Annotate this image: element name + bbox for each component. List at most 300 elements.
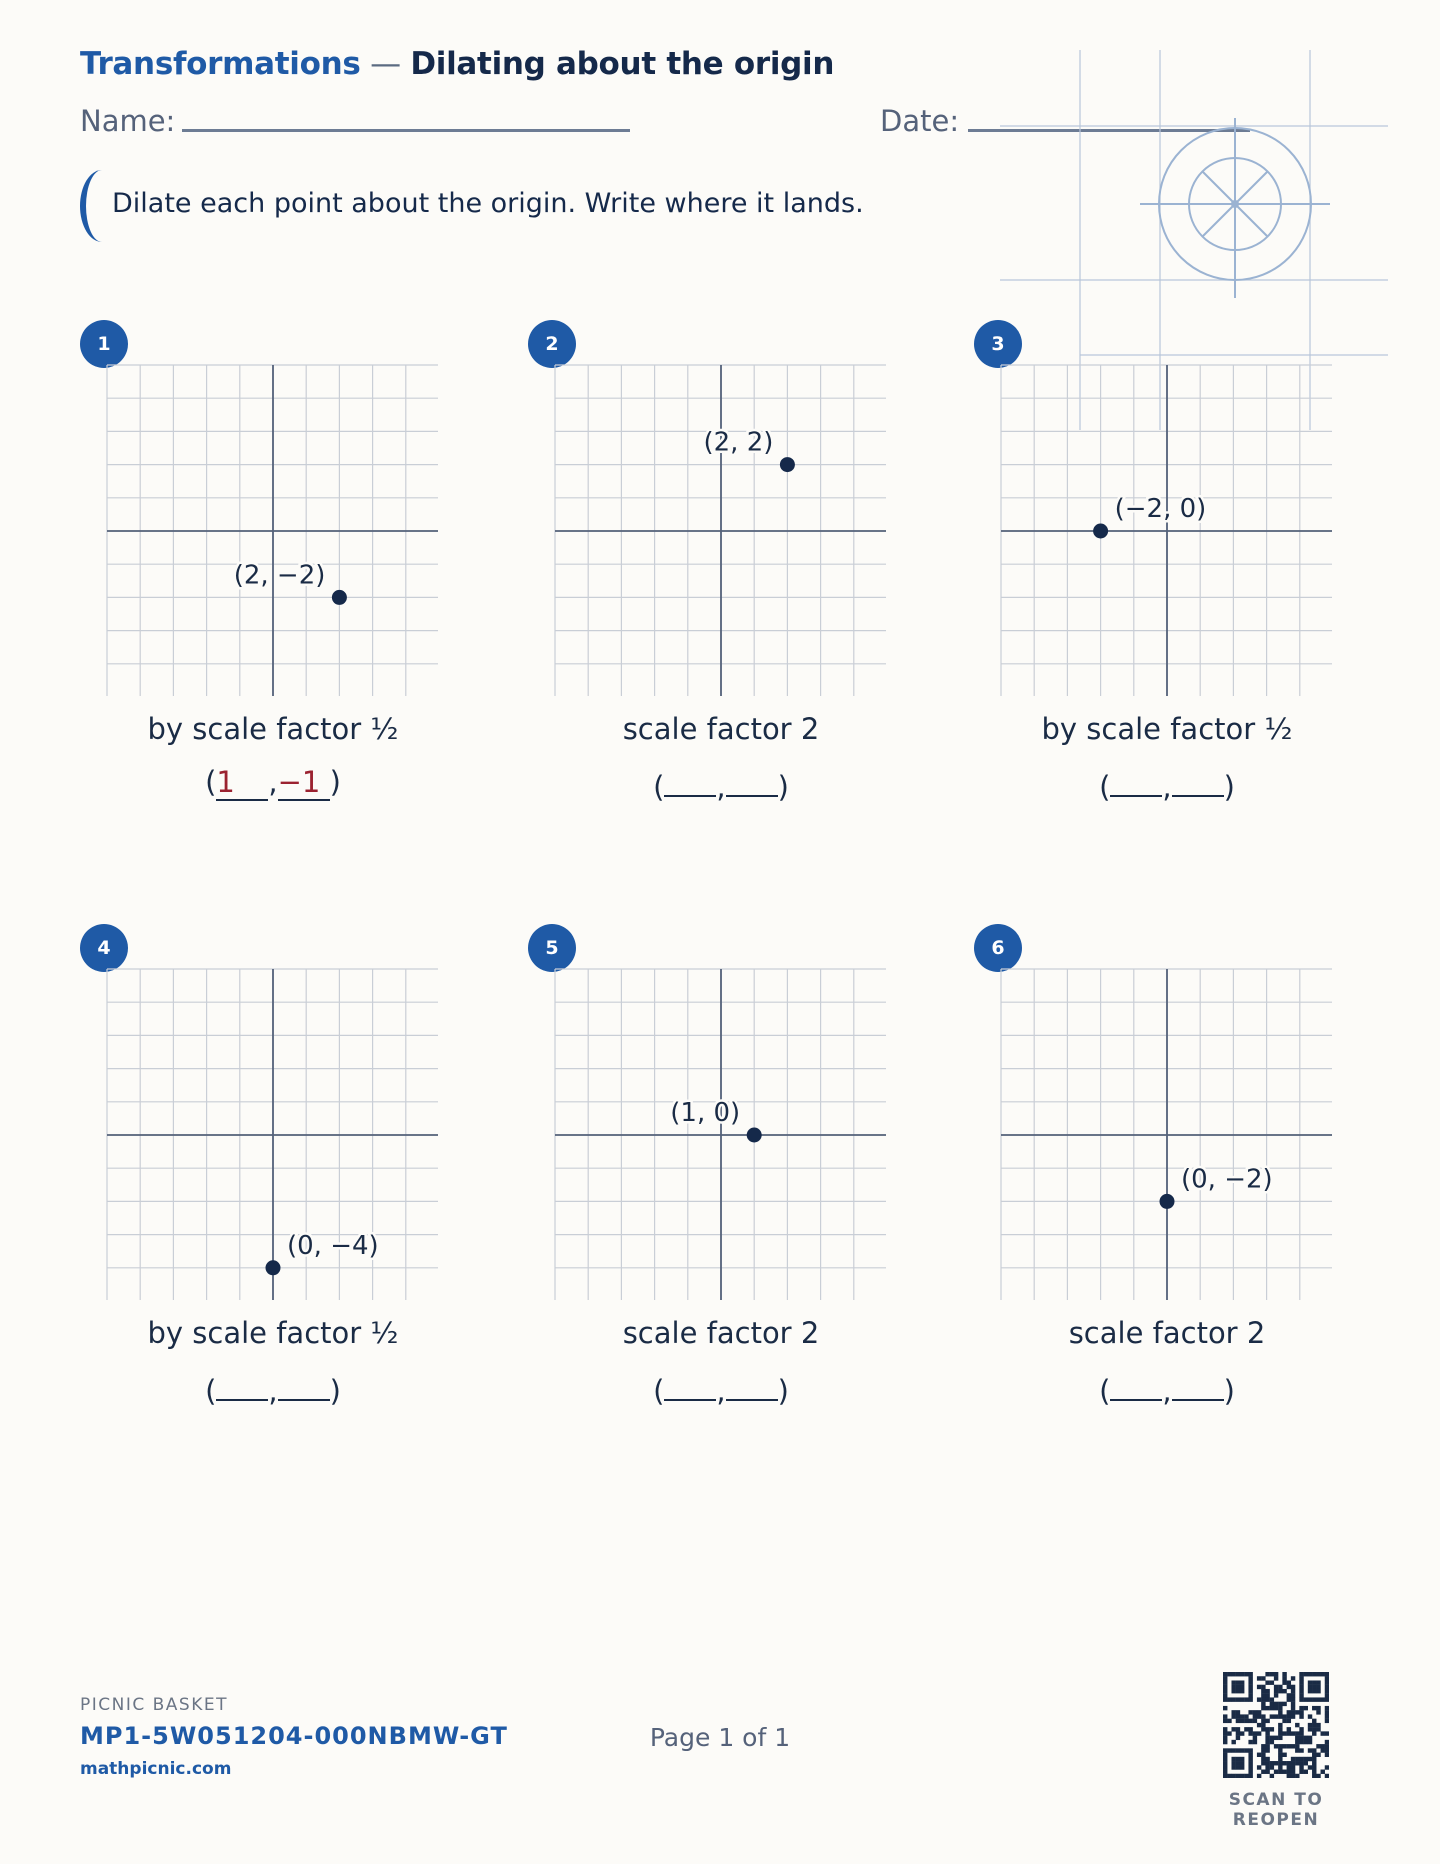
qr-module [1304,1757,1308,1761]
qr-module [1299,1757,1303,1761]
answer-y-field[interactable] [1172,765,1224,797]
qr-module [1295,1748,1299,1752]
coordinate-grid [106,968,438,1300]
qr-module [1236,1765,1240,1769]
qr-module [1299,1697,1303,1701]
qr-module [1304,1740,1308,1744]
qr-module [1295,1740,1299,1744]
qr-module [1227,1719,1231,1723]
qr-module [1223,1736,1227,1740]
qr-module [1312,1748,1316,1752]
name-label: Name: [80,104,176,138]
qr-module [1325,1689,1329,1693]
qr-module [1316,1723,1320,1727]
qr-module [1261,1757,1265,1761]
answer-x-field[interactable] [1110,1369,1162,1401]
problem-number-badge: 1 [80,320,128,368]
answer-coordinates [80,1369,466,1408]
qr-module [1282,1689,1286,1693]
qr-module [1265,1748,1269,1752]
qr-module [1248,1770,1252,1774]
coordinate-grid [106,364,438,696]
qr-module [1312,1761,1316,1765]
qr-module [1236,1736,1240,1740]
plotted-point [780,457,795,472]
scale-factor-caption: by scale factor ½ [147,712,399,746]
qr-module [1299,1770,1303,1774]
qr-module [1265,1757,1269,1761]
qr-module [1261,1744,1265,1748]
qr-module [1248,1757,1252,1761]
qr-module [1236,1719,1240,1723]
qr-module [1295,1757,1299,1761]
qr-module [1299,1731,1303,1735]
qr-module [1316,1710,1320,1714]
instruction-bracket [80,170,102,242]
qr-module [1236,1697,1240,1701]
qr-module [1278,1685,1282,1689]
qr-module [1257,1697,1261,1701]
qr-module [1261,1761,1265,1765]
open-paren: ( [1099,770,1111,804]
qr-module [1223,1719,1227,1723]
qr-module [1257,1753,1261,1757]
point-label: (0, −2) [1181,1164,1273,1195]
qr-module [1261,1719,1265,1723]
qr-module [1223,1765,1227,1769]
qr-module [1295,1710,1299,1714]
qr-module [1316,1672,1320,1676]
qr-module [1231,1727,1235,1731]
qr-module [1223,1680,1227,1684]
qr-module [1265,1736,1269,1740]
qr-module [1274,1744,1278,1748]
qr-module [1308,1765,1312,1769]
close-paren: ) [777,1374,789,1408]
qr-module [1257,1710,1261,1714]
qr-module [1291,1770,1295,1774]
qr-module [1299,1693,1303,1697]
point-label: (2, 2) [703,427,774,458]
qr-module [1248,1774,1252,1778]
qr-module [1248,1761,1252,1765]
qr-module [1244,1774,1248,1778]
problem-2 [528,320,898,820]
answer-y-field[interactable] [726,765,778,797]
qr-module [1312,1680,1316,1684]
title-separator: — [360,46,411,82]
qr-module [1321,1697,1325,1701]
qr-module [1287,1731,1291,1735]
qr-module [1325,1697,1329,1701]
problem-number-badge: 3 [974,320,1022,368]
qr-module [1240,1689,1244,1693]
qr-module [1236,1757,1240,1761]
qr-module [1287,1774,1291,1778]
date-label: Date: [880,104,960,138]
qr-module [1231,1761,1235,1765]
qr-module [1231,1714,1235,1718]
qr-module [1278,1765,1282,1769]
open-paren: ( [653,770,665,804]
problem-1 [80,320,450,820]
qr-module [1295,1744,1299,1748]
qr-module [1282,1676,1286,1680]
qr-module [1261,1727,1265,1731]
scale-factor-caption: scale factor 2 [1068,1316,1266,1350]
qr-module [1282,1672,1286,1676]
qr-module [1291,1765,1295,1769]
qr-module [1253,1719,1257,1723]
qr-module [1270,1736,1274,1740]
qr-module [1261,1685,1265,1689]
scale-factor-caption: by scale factor ½ [147,1316,399,1350]
qr-module [1231,1685,1235,1689]
qr-module [1291,1731,1295,1735]
qr-module [1312,1697,1316,1701]
point-label: (2, −2) [233,560,326,591]
answer-x-field[interactable]: 1 [216,765,268,801]
qr-module [1240,1680,1244,1684]
qr-module [1257,1774,1261,1778]
qr-module [1287,1693,1291,1697]
qr-module [1278,1710,1282,1714]
qr-module [1308,1685,1312,1689]
qr-module [1274,1693,1278,1697]
qr-module [1287,1685,1291,1689]
qr-module [1270,1740,1274,1744]
qr-module [1316,1774,1320,1778]
qr-module [1265,1744,1269,1748]
qr-module [1287,1765,1291,1769]
qr-module [1308,1740,1312,1744]
qr-module [1231,1774,1235,1778]
qr-module [1282,1761,1286,1765]
qr-module [1248,1748,1252,1752]
qr-module [1312,1723,1316,1727]
qr-module [1291,1702,1295,1706]
qr-module [1240,1719,1244,1723]
qr-module [1231,1765,1235,1769]
qr-module [1248,1740,1252,1744]
qr-module [1270,1697,1274,1701]
qr-module [1248,1727,1252,1731]
qr-module [1312,1753,1316,1757]
qr-module [1274,1702,1278,1706]
coordinate-grid [1000,364,1332,696]
qr-module [1274,1685,1278,1689]
qr-module [1282,1719,1286,1723]
qr-module [1325,1740,1329,1744]
qr-module [1270,1761,1274,1765]
qr-module [1223,1753,1227,1757]
qr-module [1287,1680,1291,1684]
qr-code[interactable] [1223,1672,1329,1778]
qr-module [1321,1672,1325,1676]
plotted-point [332,590,347,605]
qr-module [1261,1676,1265,1680]
answer-y-field[interactable] [1172,1369,1224,1401]
qr-module [1308,1757,1312,1761]
qr-module [1265,1770,1269,1774]
qr-module [1240,1765,1244,1769]
qr-module [1240,1761,1244,1765]
qr-module [1316,1689,1320,1693]
qr-module [1265,1765,1269,1769]
comma: , [1162,770,1172,804]
answer-x-field[interactable] [664,765,716,797]
qr-module [1227,1748,1231,1752]
qr-module [1325,1719,1329,1723]
instructions [80,170,880,242]
qr-module [1291,1685,1295,1689]
qr-module [1253,1731,1257,1735]
qr-module [1291,1697,1295,1701]
qr-module [1312,1685,1316,1689]
qr-module [1270,1765,1274,1769]
qr-module [1248,1672,1252,1676]
qr-module [1282,1680,1286,1684]
qr-module [1248,1680,1252,1684]
qr-module [1270,1706,1274,1710]
qr-module [1223,1770,1227,1774]
qr-module [1282,1753,1286,1757]
qr-module [1240,1774,1244,1778]
problem-number-badge: 6 [974,924,1022,972]
qr-module [1312,1731,1316,1735]
qr-module [1278,1723,1282,1727]
qr-module [1325,1680,1329,1684]
qr-module [1316,1727,1320,1731]
qr-module [1236,1685,1240,1689]
qr-module [1278,1714,1282,1718]
qr-module [1248,1710,1252,1714]
qr-module [1299,1714,1303,1718]
answer-y-field[interactable] [278,1369,330,1401]
problem-3 [974,320,1344,820]
qr-module [1270,1774,1274,1778]
problem-6 [974,924,1344,1424]
title-topic: Transformations [80,46,361,82]
qr-module [1321,1748,1325,1752]
qr-module [1304,1761,1308,1765]
open-paren: ( [653,1374,665,1408]
qr-module [1248,1685,1252,1689]
qr-module [1325,1731,1329,1735]
qr-module [1278,1770,1282,1774]
plotted-point [1093,524,1108,539]
qr-module [1236,1714,1240,1718]
qr-module [1265,1740,1269,1744]
comma: , [716,770,726,804]
answer-x-field[interactable] [664,1369,716,1401]
qr-module [1270,1727,1274,1731]
qr-module [1240,1731,1244,1735]
qr-module [1291,1676,1295,1680]
qr-module [1325,1693,1329,1697]
qr-module [1223,1714,1227,1718]
qr-module [1325,1706,1329,1710]
qr-module [1261,1714,1265,1718]
qr-module [1236,1672,1240,1676]
qr-module [1299,1672,1303,1676]
qr-module [1265,1731,1269,1735]
footer-url[interactable]: mathpicnic.com [80,1759,232,1779]
qr-module [1287,1770,1291,1774]
qr-module [1244,1714,1248,1718]
qr-module [1248,1731,1252,1735]
qr-caption: SCAN TO REOPEN [1228,1790,1324,1830]
qr-module [1253,1710,1257,1714]
qr-module [1291,1706,1295,1710]
qr-module [1325,1765,1329,1769]
qr-module [1248,1719,1252,1723]
qr-module [1261,1702,1265,1706]
page-number: Page 1 of 1 [649,1723,791,1752]
qr-module [1278,1706,1282,1710]
qr-module [1316,1697,1320,1701]
qr-module [1287,1719,1291,1723]
qr-module [1278,1702,1282,1706]
close-paren: ) [1223,1374,1235,1408]
qr-module [1278,1736,1282,1740]
coordinate-grid [554,968,886,1300]
qr-module [1261,1693,1265,1697]
qr-module [1325,1748,1329,1752]
qr-module [1308,1714,1312,1718]
qr-module [1227,1731,1231,1735]
qr-module [1278,1757,1282,1761]
qr-module [1248,1676,1252,1680]
qr-module [1240,1757,1244,1761]
plotted-point [266,1260,281,1275]
qr-module [1223,1706,1227,1710]
qr-module [1316,1685,1320,1689]
qr-module [1282,1731,1286,1735]
coordinate-grid [1000,968,1332,1300]
qr-module [1223,1757,1227,1761]
qr-module [1223,1685,1227,1689]
qr-module [1231,1672,1235,1676]
qr-module [1304,1672,1308,1676]
qr-module [1291,1761,1295,1765]
qr-module [1265,1672,1269,1676]
qr-module [1299,1748,1303,1752]
qr-module [1295,1736,1299,1740]
answer-x-field[interactable] [1110,765,1162,797]
qr-module [1257,1731,1261,1735]
qr-module [1295,1761,1299,1765]
qr-module [1265,1689,1269,1693]
qr-module [1265,1706,1269,1710]
open-paren: ( [205,1374,217,1408]
qr-module [1248,1697,1252,1701]
qr-module [1299,1761,1303,1765]
qr-module [1240,1697,1244,1701]
qr-module [1287,1727,1291,1731]
name-field[interactable] [182,129,630,132]
qr-module [1312,1727,1316,1731]
qr-module [1261,1706,1265,1710]
qr-module [1231,1710,1235,1714]
qr-module [1325,1672,1329,1676]
qr-module [1295,1774,1299,1778]
qr-module [1325,1753,1329,1757]
page-title [80,46,834,82]
close-paren: ) [329,765,341,799]
qr-module [1274,1770,1278,1774]
instruction-text: Dilate each point about the origin. Write where it lands. [112,188,864,219]
qr-module [1312,1757,1316,1761]
qr-module [1325,1710,1329,1714]
answer-coordinates [974,765,1360,804]
qr-module [1308,1697,1312,1701]
qr-module [1274,1676,1278,1680]
qr-module [1299,1710,1303,1714]
qr-module [1282,1714,1286,1718]
answer-y-field[interactable] [726,1369,778,1401]
qr-module [1261,1723,1265,1727]
qr-module [1223,1676,1227,1680]
qr-module [1316,1680,1320,1684]
close-paren: ) [329,1374,341,1408]
qr-module [1291,1689,1295,1693]
answer-coordinates [974,1369,1360,1408]
qr-module [1274,1714,1278,1718]
qr-module [1325,1774,1329,1778]
qr-module [1240,1714,1244,1718]
qr-module [1312,1774,1316,1778]
open-paren: ( [205,765,217,799]
scale-factor-caption: scale factor 2 [622,1316,820,1350]
qr-module [1236,1710,1240,1714]
qr-module [1308,1680,1312,1684]
qr-module [1248,1689,1252,1693]
answer-x-field[interactable] [216,1369,268,1401]
qr-module [1257,1714,1261,1718]
qr-module [1282,1744,1286,1748]
qr-module [1308,1736,1312,1740]
comma: , [716,1374,726,1408]
close-paren: ) [1223,770,1235,804]
qr-module [1274,1706,1278,1710]
qr-module [1270,1680,1274,1684]
answer-y-field[interactable]: −1 [278,765,330,801]
qr-module [1274,1672,1278,1676]
qr-module [1278,1753,1282,1757]
qr-module [1253,1740,1257,1744]
answer-coordinates [528,765,914,804]
qr-module [1261,1697,1265,1701]
qr-module [1240,1685,1244,1689]
qr-module [1223,1727,1227,1731]
qr-module [1316,1744,1320,1748]
qr-module [1223,1697,1227,1701]
qr-module [1299,1689,1303,1693]
qr-module [1223,1740,1227,1744]
qr-module [1312,1706,1316,1710]
point-label: (1, 0) [670,1098,741,1128]
qr-module [1223,1761,1227,1765]
footer-brand: PICNIC BASKET [80,1695,228,1715]
qr-module [1312,1765,1316,1769]
qr-module [1304,1770,1308,1774]
qr-module [1261,1748,1265,1752]
qr-module [1299,1740,1303,1744]
qr-module [1278,1689,1282,1693]
qr-module [1248,1693,1252,1697]
problem-number-badge: 4 [80,924,128,972]
